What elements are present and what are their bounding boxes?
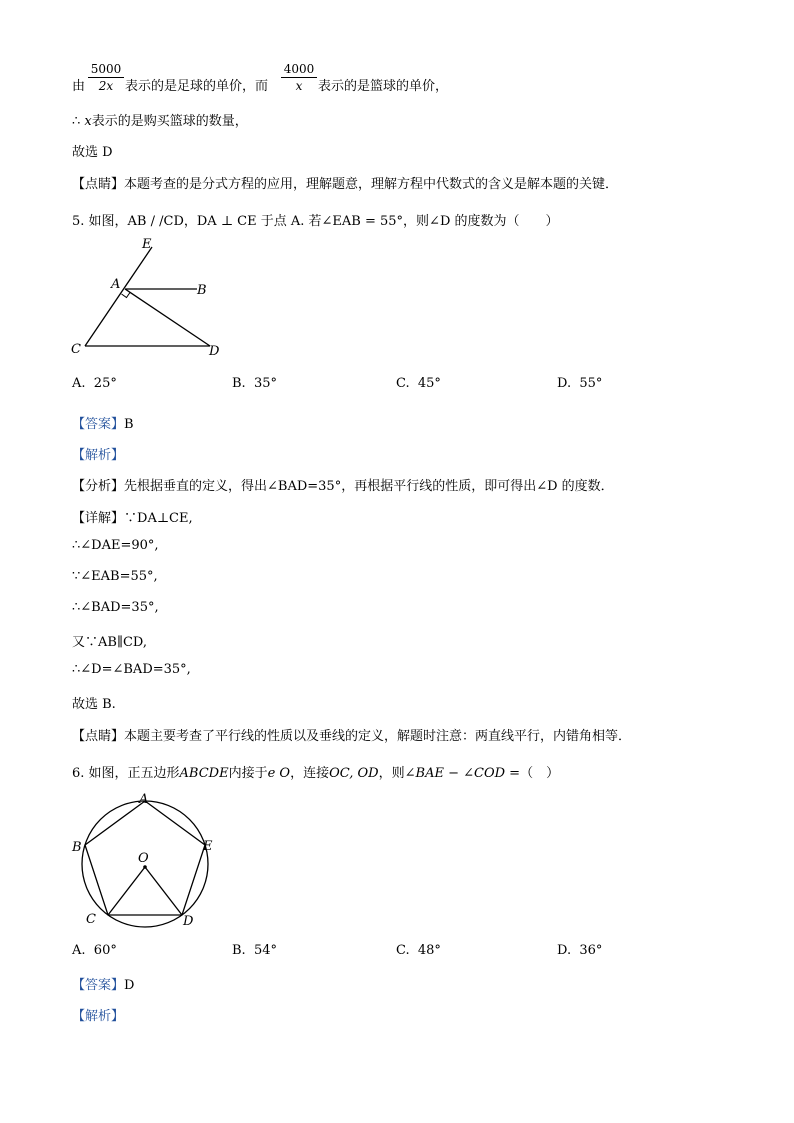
label-d: D: [209, 344, 220, 359]
option-label: C.: [396, 943, 410, 958]
fenxi-tag: 【分析】: [72, 479, 125, 494]
q5-option-a[interactable]: [72, 376, 117, 391]
q6-stem: [72, 762, 559, 781]
comment-tag: 【点睛】: [72, 177, 125, 192]
q6-option-d[interactable]: [557, 943, 602, 958]
intro-line2: [72, 110, 248, 129]
option-label: A.: [72, 943, 86, 958]
q6-analysis-tag: 【解析】: [72, 1009, 125, 1024]
line-ce: [85, 247, 152, 346]
stem-text: 内接于: [228, 766, 268, 781]
q5-answer: [72, 413, 134, 432]
stem-text: （ ）: [520, 766, 560, 781]
option-value: 25°: [93, 376, 117, 391]
q5-option-c[interactable]: [396, 376, 441, 391]
option-value: 35°: [253, 376, 277, 391]
q5-step: ∴∠DAE=90°,: [72, 538, 159, 553]
option-label: B.: [232, 376, 246, 391]
stem-text: 6. 如图，正五边形: [72, 766, 180, 781]
stem-circle: e O: [267, 766, 291, 781]
option-label: D.: [557, 943, 572, 958]
stem-expression: ∠BAE − ∠COD =: [404, 766, 521, 781]
answer-tag: 【答案】: [72, 417, 125, 432]
label-o: O: [138, 851, 149, 866]
q6-option-a[interactable]: [72, 943, 117, 958]
intro-choice: 故选 D: [72, 145, 113, 160]
q5-fenxi: [72, 475, 614, 494]
option-value: 48°: [417, 943, 441, 958]
comment-tag: 【点睛】: [72, 729, 125, 744]
intro-part1: 表示的是足球的单价，而: [125, 79, 269, 94]
stem-text: ，连接: [290, 766, 330, 781]
label-d: D: [183, 914, 194, 929]
q5-step: 故选 B.: [72, 697, 116, 712]
option-value: 45°: [417, 376, 441, 391]
option-label: D.: [557, 376, 572, 391]
option-label: B.: [232, 943, 246, 958]
segment-oc: [108, 867, 145, 915]
variable-x: x: [84, 114, 92, 129]
q5-step: ∴∠BAD=35°,: [72, 600, 159, 615]
stem-segments: OC, OD: [329, 766, 379, 781]
option-label: C.: [396, 376, 410, 391]
q5-step: ∴∠D=∠BAD=35°,: [72, 662, 191, 677]
q5-step: 又∵AB∥CD,: [72, 635, 147, 650]
q5-figure: [60, 232, 240, 362]
intro-comment: [72, 173, 618, 192]
q5-option-b[interactable]: [232, 376, 277, 391]
label-c: C: [86, 912, 96, 927]
comment-text: 本题考查的是分式方程的应用，理解题意，理解方程中代数式的含义是解本题的关键．: [124, 177, 619, 192]
answer-value: D: [124, 978, 135, 993]
label-b: B: [72, 840, 82, 855]
answer-value: B: [124, 417, 134, 432]
fenxi-text: 先根据垂直的定义，得出∠BAD=35°，再根据平行线的性质，即可得出∠D 的度数．: [124, 479, 614, 494]
fraction-5000-over-2x: [88, 62, 124, 93]
option-value: 60°: [93, 943, 117, 958]
right-angle-mark: [122, 293, 131, 298]
fraction-4000-over-x: [281, 62, 317, 93]
label-e: E: [142, 237, 152, 252]
q6-option-c[interactable]: [396, 943, 441, 958]
q5-option-d[interactable]: [557, 376, 602, 391]
label-a: A: [139, 792, 149, 807]
q5-stem: 5. 如图，AB / /CD，DA ⊥ CE 于点 A. 若∠EAB = 55°，则∠D 的度数为（ ）: [72, 214, 559, 229]
xiangjie-text: ∵DA⊥CE,: [124, 511, 193, 526]
fraction-denominator: 2x: [98, 79, 114, 93]
fraction-denominator: x: [295, 79, 303, 93]
label-b: B: [197, 283, 207, 298]
fraction-numerator: 4000: [283, 62, 315, 76]
intro-part2: 表示的是篮球的单价，: [318, 79, 449, 94]
q5-comment: [72, 725, 631, 744]
q5-xiangjie: [72, 507, 193, 526]
option-value: 55°: [579, 376, 603, 391]
label-a: A: [111, 277, 121, 292]
comment-text: 本题主要考查了平行线的性质以及垂线的定义，解题时注意：两直线平行，内错角相等．: [124, 729, 632, 744]
intro-line2-text: 表示的是购买篮球的数量，: [91, 114, 248, 129]
q6-answer: [72, 974, 134, 993]
option-value: 54°: [253, 943, 277, 958]
fraction-numerator: 5000: [90, 62, 122, 76]
stem-pentagon: ABCDE: [179, 766, 229, 781]
q5-analysis-tag: 【解析】: [72, 448, 125, 463]
answer-tag: 【答案】: [72, 978, 125, 993]
stem-text: ，则: [378, 766, 405, 781]
q6-option-b[interactable]: [232, 943, 277, 958]
therefore-symbol: ∴: [72, 114, 81, 129]
intro-you: 由: [72, 79, 86, 94]
option-value: 36°: [579, 943, 603, 958]
label-e: E: [203, 839, 213, 854]
q6-figure: [62, 784, 232, 930]
xiangjie-tag: 【详解】: [72, 511, 125, 526]
option-label: A.: [72, 376, 86, 391]
q5-step: ∵∠EAB=55°,: [72, 569, 158, 584]
segment-od: [145, 867, 182, 915]
label-c: C: [71, 342, 81, 357]
